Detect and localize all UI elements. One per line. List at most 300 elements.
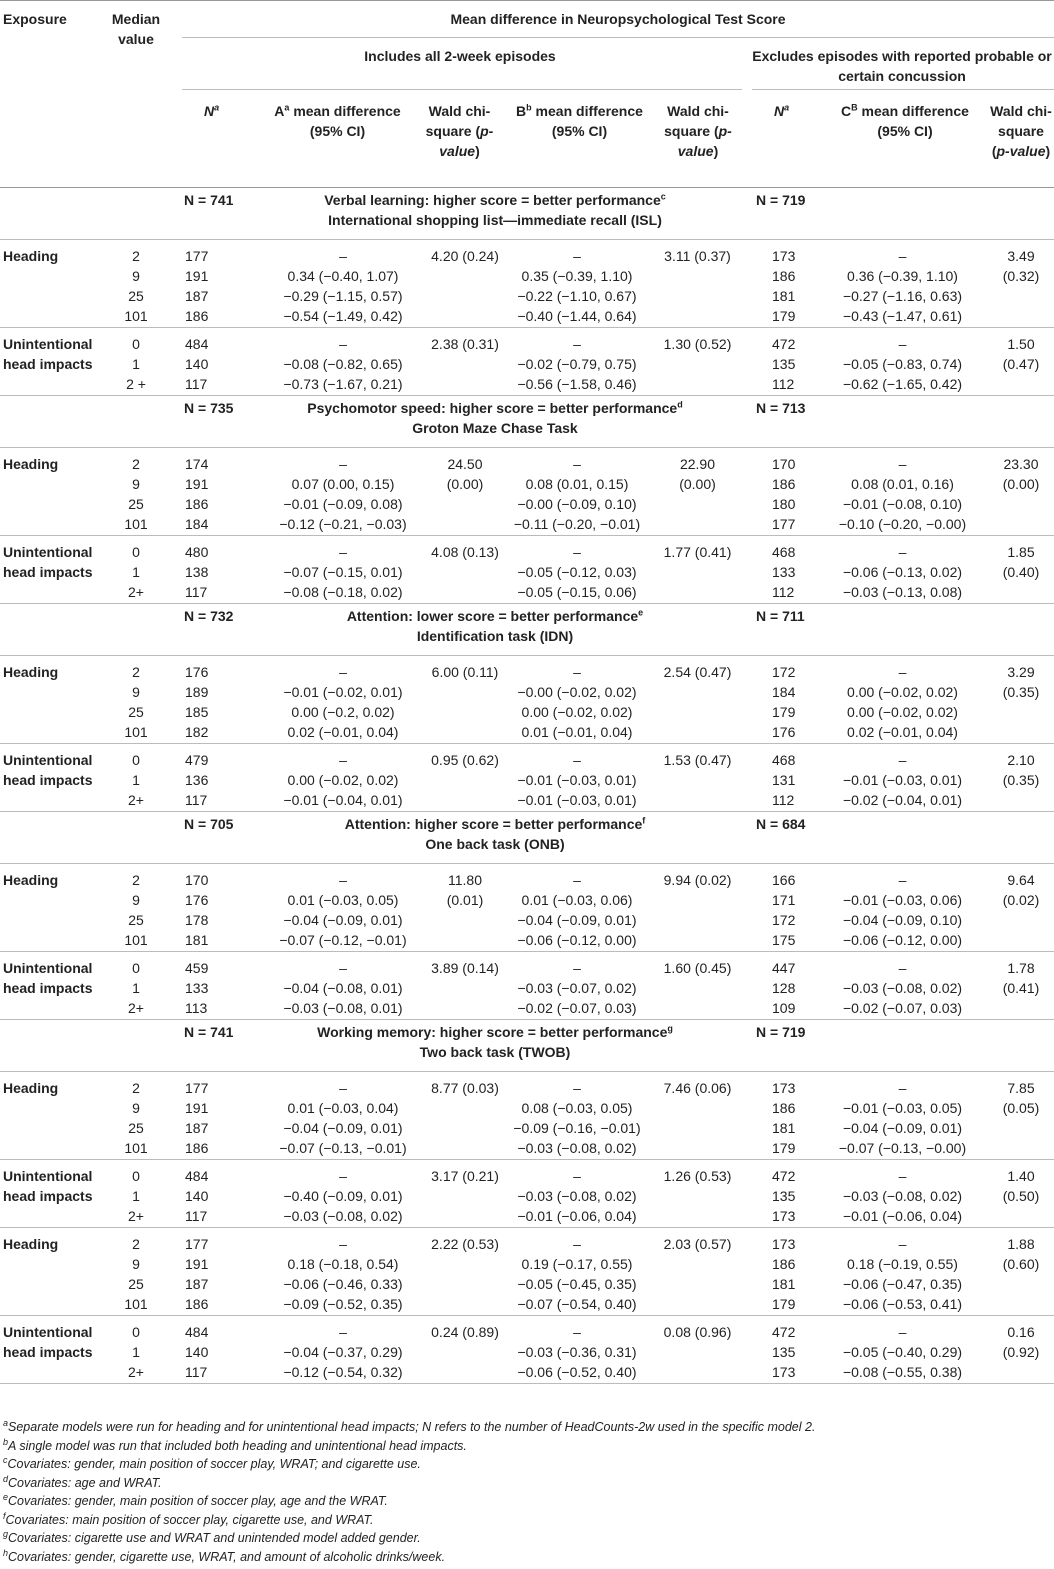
a-mean-difference: – — [339, 456, 347, 472]
section-title-sup: f — [642, 815, 646, 826]
n-all: 117 — [185, 1208, 208, 1224]
table-row — [0, 354, 1054, 374]
median-value: 2+ — [128, 1000, 144, 1016]
median-value: 25 — [128, 496, 144, 512]
header-group-excl: Excludes episodes with reported probable or certain concussion — [752, 48, 1052, 84]
footnote — [3, 1474, 1053, 1493]
c-mean-difference: 0.02 (−0.01, 0.04) — [847, 724, 958, 740]
b-mean-difference: −0.00 (−0.02, 0.02) — [517, 684, 637, 700]
wald-a: 0.24 (0.89) — [431, 1324, 499, 1340]
b-mean-difference: 0.01 (−0.03, 0.06) — [521, 892, 633, 908]
footnote-text: Separate models were run for heading and for unintentional head impacts; N refers to the number of HeadCounts-2w used in the specific model 2. — [8, 1420, 816, 1434]
table-row — [0, 1078, 1054, 1098]
c-mean-difference: −0.01 (−0.06, 0.04) — [842, 1208, 963, 1224]
b-mean-difference: −0.03 (−0.08, 0.02) — [517, 1188, 637, 1204]
n-all: 187 — [185, 288, 209, 304]
n-excl: 186 — [772, 268, 796, 284]
b-mean-difference: −0.01 (−0.03, 0.01) — [517, 792, 637, 808]
table-row — [0, 662, 1054, 682]
b-mean-difference: – — [573, 960, 581, 976]
table-row — [0, 1294, 1054, 1314]
table-row — [0, 1234, 1054, 1254]
wald-b: 22.90 — [679, 456, 716, 472]
n-all: 136 — [185, 772, 209, 788]
section-title — [250, 190, 740, 230]
table-header — [0, 0, 1054, 188]
n-excl: 180 — [772, 496, 796, 512]
wald-c: (0.47) — [1002, 356, 1040, 372]
section-n-excl: N = 719 — [756, 1024, 806, 1040]
section-title-row — [0, 604, 1054, 656]
n-excl: 135 — [772, 1188, 796, 1204]
section-subtitle: Groton Maze Chase Task — [412, 420, 578, 436]
median-value: 2 — [132, 872, 140, 888]
n-all: 191 — [185, 476, 209, 492]
c-mean-difference: 0.08 (0.01, 0.16) — [851, 476, 954, 492]
a-mean-difference: 0.01 (−0.03, 0.04) — [287, 1100, 399, 1116]
c-mean-difference: −0.27 (−1.16, 0.63) — [842, 288, 963, 304]
footnote — [3, 1511, 1053, 1530]
exposure-label: Unintentional head impacts — [3, 1168, 93, 1204]
section-title — [250, 814, 740, 854]
n-all: 182 — [185, 724, 209, 740]
table-row — [0, 246, 1054, 266]
c-mean-difference: – — [898, 752, 907, 768]
section-n-all: N = 732 — [184, 608, 234, 624]
wald-b: 9.94 (0.02) — [663, 872, 732, 888]
table-row — [0, 1166, 1054, 1186]
exposure-group — [0, 1072, 1054, 1160]
b-mean-difference: −0.11 (−0.20, −0.01) — [513, 516, 641, 532]
wald-c: 7.85 — [1007, 1080, 1035, 1096]
wald-c: 1.40 — [1007, 1168, 1035, 1184]
header-b: $B^b$ mean difference (95% CI) — [516, 102, 643, 139]
b-mean-difference: −0.05 (−0.45, 0.35) — [517, 1276, 637, 1292]
section-title-sup: e — [638, 607, 644, 618]
n-excl: 186 — [772, 476, 796, 492]
footnote-marker: c — [3, 1454, 8, 1465]
table-row — [0, 1274, 1054, 1294]
table-row — [0, 910, 1054, 930]
section-n-all: N = 741 — [184, 1024, 234, 1040]
median-value: 101 — [124, 308, 148, 324]
a-mean-difference: −0.08 (−0.18, 0.02) — [283, 584, 403, 600]
wald-c: 23.30 — [1003, 456, 1039, 472]
n-all: 177 — [185, 1236, 209, 1252]
exposure-group — [0, 536, 1054, 604]
wald-c: (0.05) — [1002, 1100, 1040, 1116]
section-title-label: Attention: lower score = better performance — [346, 608, 639, 624]
section-title-text — [250, 606, 740, 626]
n-all: 140 — [185, 356, 209, 372]
b-mean-difference: 0.35 (−0.39, 1.10) — [521, 268, 633, 284]
median-value: 1 — [132, 564, 140, 580]
n-excl: 468 — [772, 544, 796, 560]
footnote — [3, 1529, 1053, 1548]
a-mean-difference: −0.12 (−0.54, 0.32) — [283, 1364, 403, 1380]
header-group-all: Includes all 2-week episodes — [364, 48, 556, 64]
b-mean-difference: – — [573, 1324, 581, 1340]
n-excl: 173 — [772, 1208, 796, 1224]
table-row — [0, 1206, 1054, 1226]
wald-b: 2.03 (0.57) — [663, 1236, 732, 1252]
wald-b: 1.53 (0.47) — [663, 752, 732, 768]
section-subtitle: International shopping list—immediate recall (ISL) — [328, 212, 662, 228]
c-mean-difference: −0.06 (−0.12, 0.00) — [842, 932, 963, 948]
c-mean-difference: −0.03 (−0.13, 0.08) — [842, 584, 963, 600]
table-row — [0, 1186, 1054, 1206]
header-median: Median value — [111, 11, 161, 47]
b-mean-difference: −0.04 (−0.09, 0.01) — [517, 912, 637, 928]
n-excl: 173 — [772, 1236, 796, 1252]
wald-a: 3.89 (0.14) — [431, 960, 499, 976]
wald-c: 1.85 — [1007, 544, 1035, 560]
c-mean-difference: 0.36 (−0.39, 1.10) — [847, 268, 958, 284]
n-all: 191 — [185, 1256, 209, 1272]
median-value: 9 — [132, 684, 140, 700]
n-all: 117 — [185, 376, 208, 392]
n-all: 117 — [185, 792, 208, 808]
c-mean-difference: – — [898, 1236, 907, 1252]
n-excl: 179 — [772, 308, 796, 324]
n-excl: 179 — [772, 704, 796, 720]
a-mean-difference: 0.02 (−0.01, 0.04) — [287, 724, 399, 740]
wald-c: (0.35) — [1002, 684, 1040, 700]
exposure-group — [0, 328, 1054, 396]
n-all: 133 — [185, 980, 209, 996]
table-row — [0, 930, 1054, 950]
footnote — [3, 1492, 1053, 1511]
a-mean-difference: – — [339, 664, 347, 680]
n-excl: 172 — [772, 912, 796, 928]
n-all: 117 — [185, 1364, 208, 1380]
section-title-sup: g — [667, 1023, 673, 1034]
n-excl: 186 — [772, 1256, 796, 1272]
wald-a: (0.01) — [446, 892, 484, 908]
exposure-group — [0, 1316, 1054, 1384]
wald-c: (0.02) — [1002, 892, 1040, 908]
c-mean-difference: −0.02 (−0.04, 0.01) — [842, 792, 963, 808]
n-excl: 109 — [772, 1000, 796, 1016]
table-row — [0, 998, 1054, 1018]
median-value: 101 — [124, 1140, 148, 1156]
exposure-label: Unintentional head impacts — [3, 336, 93, 372]
a-mean-difference: −0.07 (−0.12, −0.01) — [279, 932, 407, 948]
c-mean-difference: −0.05 (−0.40, 0.29) — [842, 1344, 963, 1360]
a-mean-difference: −0.40 (−0.09, 0.01) — [283, 1188, 403, 1204]
section-subtitle: Identification task (IDN) — [416, 628, 574, 644]
b-mean-difference: 0.00 (−0.02, 0.02) — [521, 704, 633, 720]
median-value: 1 — [132, 1344, 140, 1360]
table-row — [0, 306, 1054, 326]
n-all: 174 — [185, 456, 209, 472]
c-mean-difference: – — [898, 664, 907, 680]
median-value: 101 — [124, 724, 148, 740]
n-all: 189 — [185, 684, 209, 700]
n-all: 176 — [185, 892, 209, 908]
n-excl: 181 — [772, 1120, 796, 1136]
n-excl: 472 — [772, 1168, 796, 1184]
section-n-all: N = 735 — [184, 400, 234, 416]
table-row — [0, 1362, 1054, 1382]
table-row — [0, 266, 1054, 286]
wald-c: 1.78 — [1007, 960, 1035, 976]
median-value: 2+ — [128, 584, 144, 600]
b-mean-difference: −0.06 (−0.52, 0.40) — [517, 1364, 637, 1380]
footnote-marker: g — [3, 1528, 9, 1539]
median-value: 25 — [128, 704, 144, 720]
section-title — [250, 1022, 740, 1062]
a-mean-difference: 0.34 (−0.40, 1.07) — [287, 268, 399, 284]
section-title-row — [0, 188, 1054, 240]
footnote-text: Covariates: gender, main position of soccer play, WRAT; and cigarette use. — [7, 1457, 421, 1471]
exposure-label: Heading — [3, 456, 59, 472]
section-title-label: Working memory: higher score = better performance — [317, 1024, 668, 1040]
table-row — [0, 474, 1054, 494]
b-mean-difference: −0.03 (−0.08, 0.02) — [517, 1140, 637, 1156]
c-mean-difference: −0.03 (−0.08, 0.02) — [842, 1188, 963, 1204]
wald-b: 1.26 (0.53) — [663, 1168, 732, 1184]
exposure-group — [0, 1160, 1054, 1228]
a-mean-difference: −0.29 (−1.15, 0.57) — [283, 288, 403, 304]
footnote — [3, 1455, 1053, 1474]
n-excl: 472 — [772, 1324, 796, 1340]
n-excl: 179 — [772, 1296, 796, 1312]
n-all: 187 — [185, 1276, 209, 1292]
n-all: 479 — [185, 752, 209, 768]
median-value: 1 — [132, 772, 140, 788]
median-value: 25 — [128, 1276, 144, 1292]
section-title-sup: c — [660, 191, 666, 202]
n-excl: 173 — [772, 1364, 796, 1380]
section-title-label: Psychomotor speed: higher score = better performance — [307, 400, 678, 416]
wald-c: 2.10 — [1007, 752, 1035, 768]
a-mean-difference: −0.12 (−0.21, −0.03) — [279, 516, 407, 532]
c-mean-difference: 0.18 (−0.19, 0.55) — [847, 1256, 958, 1272]
wald-c: (0.60) — [1002, 1256, 1040, 1272]
header-c: $C^B$ mean difference (95% CI) — [841, 102, 969, 139]
c-mean-difference: −0.04 (−0.09, 0.10) — [842, 912, 963, 928]
n-all: 181 — [185, 932, 209, 948]
median-value: 0 — [132, 960, 140, 976]
b-mean-difference: – — [573, 1080, 581, 1096]
n-excl: 173 — [772, 248, 796, 264]
n-all: 191 — [185, 268, 209, 284]
c-mean-difference: – — [898, 960, 907, 976]
a-mean-difference: −0.07 (−0.13, −0.01) — [279, 1140, 407, 1156]
a-mean-difference: −0.54 (−1.49, 0.42) — [283, 308, 403, 324]
section-subtitle: One back task (ONB) — [425, 836, 565, 852]
section-n-excl: N = 719 — [756, 192, 806, 208]
header-a: $A^a$ mean difference (95% CI) — [274, 102, 401, 139]
wald-c: 1.88 — [1007, 1236, 1035, 1252]
b-mean-difference: – — [573, 752, 581, 768]
a-mean-difference: 0.00 (−0.02, 0.02) — [287, 772, 399, 788]
median-value: 1 — [132, 356, 140, 372]
wald-a: 8.77 (0.03) — [431, 1080, 499, 1096]
table-row — [0, 454, 1054, 474]
n-all: 187 — [185, 1120, 209, 1136]
median-value: 1 — [132, 1188, 140, 1204]
footnote-marker: d — [3, 1473, 9, 1484]
section-title-text — [250, 398, 740, 418]
median-value: 101 — [124, 1296, 148, 1312]
b-mean-difference: −0.00 (−0.09, 0.10) — [517, 496, 637, 512]
a-mean-difference: −0.04 (−0.09, 0.01) — [283, 1120, 403, 1136]
table-row — [0, 1342, 1054, 1362]
table-row — [0, 770, 1054, 790]
footnote — [3, 1437, 1053, 1456]
n-all: 484 — [185, 1168, 209, 1184]
section-title-text — [250, 1022, 740, 1042]
n-excl: 135 — [772, 1344, 796, 1360]
median-value: 9 — [132, 268, 140, 284]
n-all: 484 — [185, 1324, 209, 1340]
n-excl: 177 — [772, 516, 796, 532]
c-mean-difference: −0.06 (−0.13, 0.02) — [842, 564, 963, 580]
b-mean-difference: – — [573, 1168, 581, 1184]
n-excl: 173 — [772, 1080, 796, 1096]
median-value: 2 — [132, 248, 140, 264]
header-n-excl: $N^a$ — [774, 102, 790, 119]
n-all: 186 — [185, 496, 209, 512]
n-excl: 186 — [772, 1100, 796, 1116]
exposure-label: Heading — [3, 872, 59, 888]
a-mean-difference: – — [339, 544, 347, 560]
a-mean-difference: 0.00 (−0.2, 0.02) — [291, 704, 395, 720]
a-mean-difference: – — [339, 1324, 347, 1340]
section-title — [250, 398, 740, 438]
footnote-text: Covariates: age and WRAT. — [8, 1475, 162, 1490]
n-excl: 468 — [772, 752, 796, 768]
b-mean-difference: −0.02 (−0.07, 0.03) — [517, 1000, 637, 1016]
wald-b: 2.54 (0.47) — [663, 664, 732, 680]
c-mean-difference: −0.04 (−0.09, 0.01) — [842, 1120, 963, 1136]
c-mean-difference: – — [898, 248, 907, 264]
exposure-label: Heading — [3, 1080, 59, 1096]
table-row — [0, 542, 1054, 562]
section-title-row — [0, 396, 1054, 448]
table-row — [0, 1138, 1054, 1158]
b-mean-difference: −0.05 (−0.15, 0.06) — [517, 584, 637, 600]
wald-b: (0.00) — [679, 476, 716, 492]
exposure-label: Unintentional head impacts — [3, 960, 93, 996]
n-all: 484 — [185, 336, 209, 352]
a-mean-difference: – — [339, 1236, 347, 1252]
b-mean-difference: 0.19 (−0.17, 0.55) — [521, 1256, 633, 1272]
table-row — [0, 682, 1054, 702]
table-row — [0, 334, 1054, 354]
c-mean-difference: −0.01 (−0.03, 0.06) — [842, 892, 963, 908]
n-excl: 112 — [772, 584, 795, 600]
n-excl: 447 — [772, 960, 796, 976]
a-mean-difference: −0.04 (−0.37, 0.29) — [283, 1344, 403, 1360]
median-value: 0 — [132, 1168, 140, 1184]
exposure-label: Unintentional head impacts — [3, 1324, 93, 1360]
n-all: 177 — [185, 1080, 209, 1096]
median-value: 2+ — [128, 792, 144, 808]
c-mean-difference: −0.06 (−0.53, 0.41) — [842, 1296, 963, 1312]
n-all: 184 — [185, 516, 209, 532]
section-title-row — [0, 812, 1054, 864]
a-mean-difference: – — [339, 960, 347, 976]
n-all: 185 — [185, 704, 209, 720]
section-subtitle: Two back task (TWOB) — [419, 1044, 571, 1060]
header-n-all: $N^a$ — [204, 102, 220, 119]
wald-c: 9.64 — [1007, 872, 1035, 888]
table-row — [0, 870, 1054, 890]
header-exposure: Exposure — [3, 11, 67, 27]
table-row — [0, 978, 1054, 998]
n-excl: 179 — [772, 1140, 796, 1156]
n-all: 459 — [185, 960, 209, 976]
n-all: 178 — [185, 912, 209, 928]
median-value: 0 — [132, 752, 140, 768]
exposure-group — [0, 656, 1054, 744]
exposure-group — [0, 240, 1054, 328]
table-row — [0, 890, 1054, 910]
b-mean-difference: −0.01 (−0.06, 0.04) — [517, 1208, 637, 1224]
a-mean-difference: – — [339, 336, 347, 352]
c-mean-difference: −0.43 (−1.47, 0.61) — [842, 308, 963, 324]
table-row — [0, 1322, 1054, 1342]
median-value: 2+ — [128, 1364, 144, 1380]
wald-c: 1.50 — [1007, 336, 1035, 352]
c-mean-difference: −0.62 (−1.65, 0.42) — [842, 376, 963, 392]
n-all: 176 — [185, 664, 209, 680]
wald-b: 1.30 (0.52) — [663, 336, 732, 352]
footnote-marker: h — [3, 1547, 9, 1558]
table-row — [0, 1254, 1054, 1274]
c-mean-difference: −0.08 (−0.55, 0.38) — [842, 1364, 963, 1380]
wald-c: 3.49 — [1007, 248, 1035, 264]
median-value: 2 — [132, 1080, 140, 1096]
median-value: 2+ — [128, 1208, 144, 1224]
footnote-marker: f — [3, 1510, 6, 1521]
table-row — [0, 1118, 1054, 1138]
n-all: 177 — [185, 248, 209, 264]
table-row — [0, 958, 1054, 978]
a-mean-difference: −0.73 (−1.67, 0.21) — [283, 376, 403, 392]
c-mean-difference: 0.00 (−0.02, 0.02) — [847, 704, 958, 720]
b-mean-difference: 0.01 (−0.01, 0.04) — [521, 724, 633, 740]
section-title-label: Verbal learning: higher score = better performance — [324, 192, 661, 208]
n-excl: 172 — [772, 664, 796, 680]
footnote-marker: b — [3, 1436, 9, 1447]
n-all: 140 — [185, 1344, 209, 1360]
exposure-group — [0, 1228, 1054, 1316]
table-body — [0, 188, 1054, 1384]
c-mean-difference: −0.01 (−0.08, 0.10) — [842, 496, 963, 512]
b-mean-difference: −0.06 (−0.12, 0.00) — [517, 932, 637, 948]
a-mean-difference: −0.01 (−0.09, 0.08) — [283, 496, 403, 512]
a-mean-difference: – — [339, 752, 347, 768]
n-all: 480 — [185, 544, 209, 560]
c-mean-difference: −0.06 (−0.47, 0.35) — [842, 1276, 963, 1292]
median-value: 9 — [132, 1100, 140, 1116]
c-mean-difference: −0.02 (−0.07, 0.03) — [842, 1000, 963, 1016]
wald-c: (0.41) — [1002, 980, 1040, 996]
n-all: 138 — [185, 564, 209, 580]
b-mean-difference: – — [573, 872, 581, 888]
header-wald-c: Wald chi-square (p-value) — [990, 103, 1052, 159]
b-mean-difference: 0.08 (0.01, 0.15) — [525, 476, 629, 492]
n-excl: 170 — [772, 456, 796, 472]
n-all: 140 — [185, 1188, 209, 1204]
wald-c: 0.16 — [1007, 1324, 1035, 1340]
table-row — [0, 286, 1054, 306]
header-wald-a: Wald chi-square (p-value) — [425, 103, 494, 159]
